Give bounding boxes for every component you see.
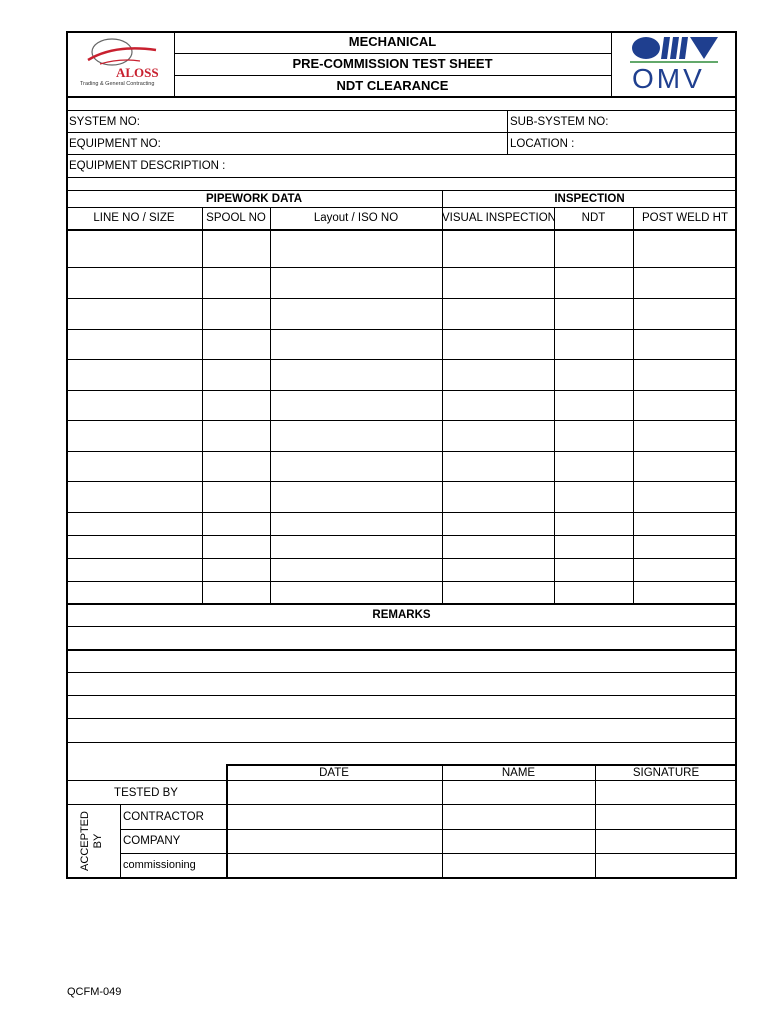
form-code: QCFM-049 [67, 986, 122, 998]
table-row [66, 451, 737, 452]
table-row [66, 535, 737, 536]
omv-logo [628, 35, 720, 93]
table-row [66, 481, 737, 482]
accepted-by-label [56, 811, 130, 871]
aloss-logo-name: ALOSS [116, 65, 159, 80]
column-header-post-weld-ht: POST WELD HT [641, 212, 729, 224]
row-line [66, 110, 737, 111]
table-header-bottom [66, 229, 737, 231]
row-line [66, 177, 737, 178]
sub-system-no-label: SUB-SYSTEM NO: [510, 116, 609, 128]
page-title-ndt-clearance: NDT CLEARANCE [336, 78, 449, 93]
signoff-divider [442, 764, 443, 878]
header-divider-right [611, 31, 612, 97]
column-header-visual-inspection: VISUAL INSPECTION [442, 212, 556, 224]
system-no-label: SYSTEM NO: [69, 116, 140, 128]
table-row [66, 359, 737, 360]
signoff-header-bottom [66, 780, 737, 781]
page-title-test-sheet: PRE-COMMISSION TEST SHEET [292, 56, 493, 71]
accepted-by-line1: ACCEPTED [79, 811, 91, 871]
header-bottom [66, 96, 737, 98]
signoff-divider [226, 764, 228, 878]
remarks-line [66, 695, 737, 696]
table-header-line [66, 207, 737, 208]
row-line [66, 132, 737, 133]
omv-logo-name: OMV [632, 63, 705, 94]
remarks-line [66, 718, 737, 719]
inspection-heading: INSPECTION [554, 193, 625, 205]
column-header-layout-iso: Layout / ISO NO [313, 212, 399, 224]
aloss-logo [70, 34, 172, 94]
remarks-line [66, 649, 737, 651]
table-row [66, 512, 737, 513]
table-bottom [66, 603, 737, 605]
column-header-line-no: LINE NO / SIZE [93, 212, 175, 224]
border-top [66, 31, 737, 33]
table-row [66, 298, 737, 299]
pipework-data-heading: PIPEWORK DATA [205, 193, 303, 205]
tested-by-label: TESTED BY [114, 787, 178, 799]
aloss-logo-tagline: Trading & General Contracting [80, 81, 155, 87]
date-column-header: DATE [319, 767, 349, 779]
column-header-ndt: NDT [581, 212, 606, 224]
commissioning-label: commissioning [123, 859, 196, 871]
name-column-header: NAME [501, 767, 536, 779]
equipment-no-label: EQUIPMENT NO: [69, 138, 161, 150]
table-row [66, 267, 737, 268]
group-divider [442, 190, 443, 604]
location-label: LOCATION : [510, 138, 575, 150]
company-label: COMPANY [123, 835, 181, 847]
remarks-line [66, 742, 737, 743]
table-row [66, 558, 737, 559]
table-row [66, 420, 737, 421]
row-line [66, 154, 737, 155]
header-line [174, 53, 611, 54]
page-title-mechanical: MECHANICAL [348, 34, 437, 49]
equipment-description-label: EQUIPMENT DESCRIPTION : [69, 160, 226, 172]
row-line [66, 190, 737, 191]
accepted-by-line2: BY [92, 833, 104, 849]
signoff-row [120, 829, 737, 830]
info-divider [507, 110, 508, 154]
signoff-divider [595, 764, 596, 878]
signoff-row [120, 853, 737, 854]
border-right [735, 31, 737, 879]
signature-column-header: SIGNATURE [632, 767, 700, 779]
signoff-bottom [66, 877, 737, 879]
contractor-label: CONTRACTOR [123, 811, 204, 823]
omv-logo-mark [628, 35, 720, 63]
header-line [174, 75, 611, 76]
table-row [66, 581, 737, 582]
signoff-row [66, 804, 737, 805]
remarks-line [66, 672, 737, 673]
table-row [66, 329, 737, 330]
remarks-heading: REMARKS [372, 609, 431, 621]
column-header-spool-no: SPOOL NO [206, 212, 266, 224]
table-row [66, 390, 737, 391]
remarks-line [66, 626, 737, 627]
border-left [66, 31, 68, 879]
